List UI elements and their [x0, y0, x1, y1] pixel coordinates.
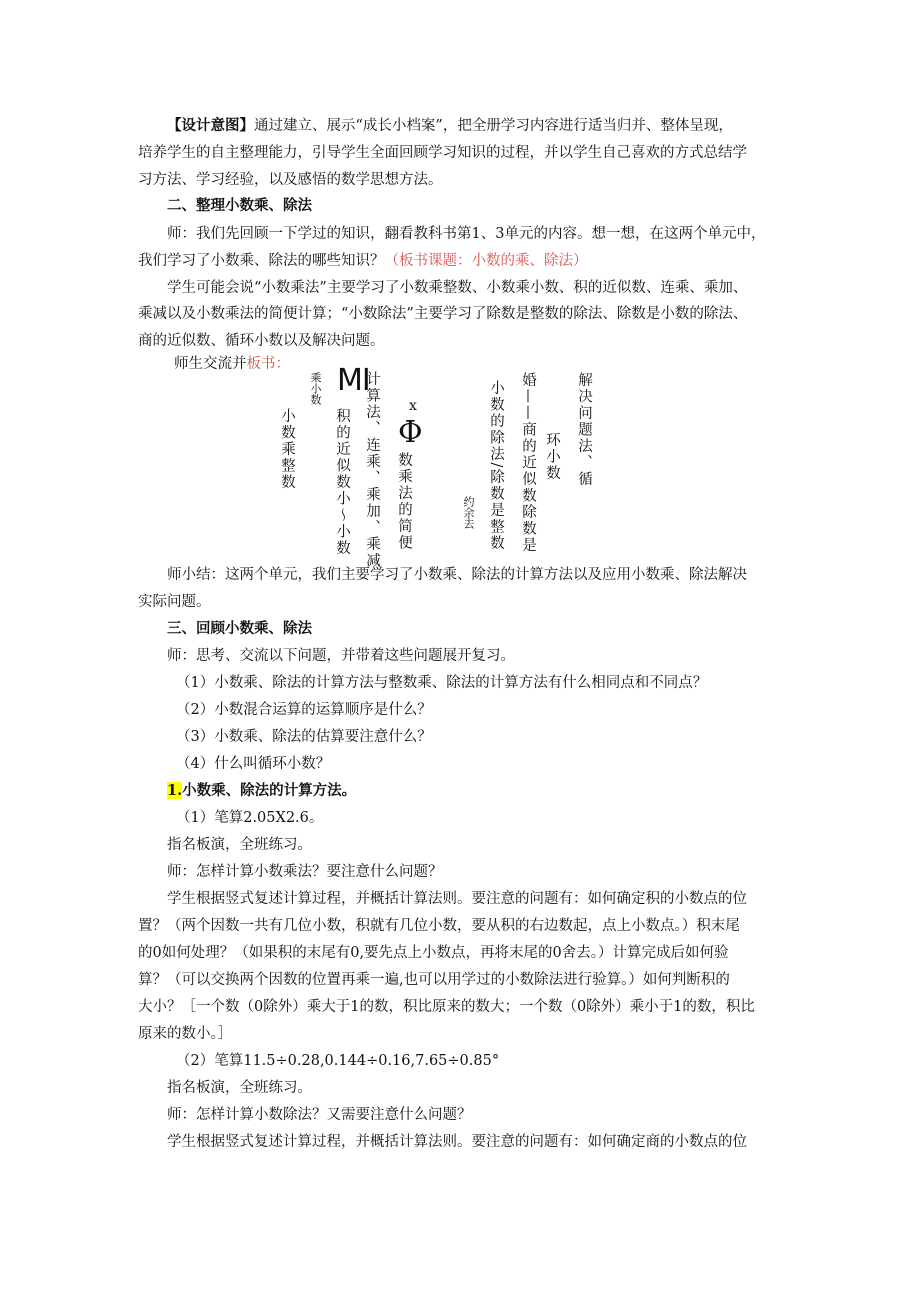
board-col-3: MI [337, 363, 370, 398]
board-col-7: Φ [398, 415, 423, 450]
section-heading-3: 三、回顾小数乘、除法 [167, 620, 312, 637]
student-line-3: 商的近似数、循环小数以及解决问题。 [138, 333, 385, 349]
design-intent-label: 【设计意图】 [167, 117, 254, 134]
question-3: （3）小数乘、除法的估算要注意什么？ [176, 729, 432, 745]
subsection-number: 1. [167, 782, 183, 799]
exercise-1: （1）笔算2.05X2.6。 [176, 810, 324, 826]
mult-line-5: 大小？［一个数（0除外）乘大于1的数，积比原来的数大；一个数（0除外）乘小于1的数，积比 [138, 999, 755, 1015]
teacher-prompt: 师：思考、交流以下问题，并带着这些问题展开复习。 [167, 648, 515, 664]
board-col-11: 婚——商的近似数除数是 [520, 372, 536, 554]
board-col-10: 小数的除法/除数是整数 [488, 380, 504, 552]
div-line-1: 学生根据竖式复述计算过程，并概括计算法则。要注意的问题有：如何确定商的小数点的位 [167, 1134, 747, 1150]
board-col-4: 积的近似数小～小数 [334, 408, 350, 557]
question-4: （4）什么叫循环小数？ [176, 756, 331, 772]
mult-line-6: 原来的数小。］ [138, 1026, 233, 1042]
exercise-2: （2）笔算11.5÷0.28,0.144÷0.16,7.65÷0.85° [176, 1053, 500, 1069]
design-intent-line2: 培养学生的自主整理能力，引导学生全面回顾学习知识的过程，并以学生自己喜欢的方式总结学 [138, 145, 747, 161]
student-line-2: 乘减以及小数乘法的简便计算；“小数除法”主要学习了除数是整数的除法、除数是小数的除法、 [138, 306, 748, 322]
question-2: （2）小数混合运算的运算顺序是什么？ [176, 702, 432, 718]
design-intent-line1: 【设计意图】通过建立、展示“成长小档案”，把全册学习内容进行适当归并、整体呈现， [167, 117, 733, 134]
board-col-2: 乘小数 [309, 372, 322, 405]
mult-line-2: 置？（两个因数一共有几位小数，积就有几位小数，要从积的右边数起，点上小数点。）积末尾 [138, 918, 740, 934]
teacher-div-question: 师：怎样计算小数除法？又需要注意什么问题？ [167, 1107, 472, 1123]
summary-line-2: 实际问题。 [138, 594, 211, 610]
teacher-line-1: 师：我们先回顾一下学过的知识，翻看教科书第1、3单元的内容。想一想，在这两个单元中， [167, 226, 766, 242]
mult-line-1: 学生根据竖式复述计算过程，并概括计算法则。要注意的问题有：如何确定积的小数点的位 [167, 891, 747, 907]
teacher-mult-question: 师：怎样计算小数乘法？要注意什么问题？ [167, 864, 443, 880]
mult-line-4: 算？（可以交换两个因数的位置再乘一遍,也可以用学过的小数除法进行验算。）如何判断积的 [138, 972, 730, 988]
student-line-1: 学生可能会说“小数乘法”主要学习了小数乘整数、小数乘小数、积的近似数、连乘、乘加、 [167, 280, 748, 296]
board-col-6: x [409, 398, 419, 414]
exchange-line: 师生交流并板书： [174, 356, 290, 372]
board-practice-2: 指名板演，全班练习。 [167, 1080, 312, 1096]
board-col-5: 计算法、连乘、乘加、乘减 [364, 371, 380, 569]
board-col-12: 环小数 [544, 432, 560, 482]
subsection-heading-1: 1.小数乘、除法的计算方法。 [167, 782, 357, 799]
board-col-8: 数乘法的简便 [396, 452, 412, 551]
mult-line-3: 的0如何处理？（如果积的末尾有0,要先点上小数点，再将末尾的0舍去。）计算完成后如何验 [138, 945, 729, 961]
board-practice-1: 指名板演，全班练习。 [167, 837, 312, 853]
design-intent-line3: 习方法、学习经验，以及感悟的数学思想方法。 [138, 172, 443, 188]
board-topic-note: （板书课题：小数的乘、除法） [384, 253, 588, 269]
question-1: （1）小数乘、除法的计算方法与整数乘、除法的计算方法有什么相同点和不同点？ [176, 675, 708, 691]
board-col-9: 约余去 [462, 496, 475, 529]
summary-line-1: 师小结：这两个单元，我们主要学习了小数乘、除法的计算方法以及应用小数乘、除法解决 [167, 567, 747, 583]
section-heading-2: 二、整理小数乘、除法 [167, 197, 312, 214]
board-col-13: 解决问题法、循 [576, 372, 592, 488]
teacher-line-2: 我们学习了小数乘、除法的哪些知识？（板书课题：小数的乘、除法） [138, 253, 588, 269]
board-col-1: 小数乘整数 [279, 408, 295, 491]
